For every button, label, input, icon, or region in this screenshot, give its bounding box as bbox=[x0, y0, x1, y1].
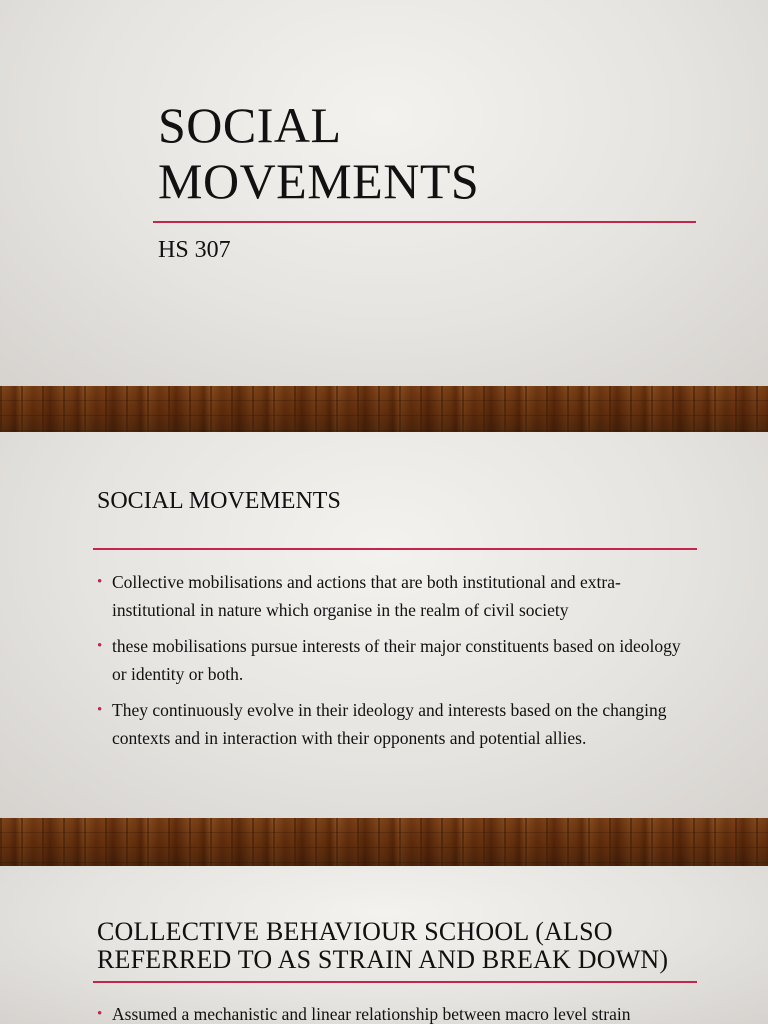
course-code: HS 307 bbox=[158, 237, 231, 263]
bullet-item: • these mobilisations pursue interests of their major constituents based on ideology or identity or both. bbox=[97, 632, 687, 688]
slide-definition bbox=[0, 432, 768, 818]
bullet-list bbox=[97, 1000, 687, 1024]
heading-divider bbox=[93, 981, 697, 983]
bullet-list bbox=[97, 568, 687, 760]
wood-floor-divider bbox=[0, 818, 768, 866]
title-divider bbox=[153, 221, 696, 223]
slide-heading bbox=[97, 918, 717, 974]
wood-floor-divider bbox=[0, 386, 768, 432]
slide-title bbox=[0, 0, 768, 386]
bullet-item: • Collective mobilisations and actions that are both institutional and extra-institutional in nature which organise in the realm of civil society bbox=[97, 568, 687, 624]
title-line-2: MOVEMENTS bbox=[158, 153, 480, 209]
heading-divider bbox=[93, 548, 697, 550]
slide-collective-behaviour bbox=[0, 866, 768, 1024]
heading-line-2: REFERRED TO AS STRAIN AND BREAK DOWN) bbox=[97, 945, 669, 974]
bullet-item: • Assumed a mechanistic and linear relationship between macro level strain bbox=[97, 1000, 687, 1024]
bullet-item: • They continuously evolve in their ideology and interests based on the changing contexts and in interaction with their opponents and potential allies. bbox=[97, 696, 687, 752]
slide-title-heading bbox=[158, 97, 698, 209]
heading-line-1: COLLECTIVE BEHAVIOUR SCHOOL (ALSO bbox=[97, 917, 613, 946]
slide-heading: SOCIAL MOVEMENTS bbox=[97, 488, 341, 514]
title-line-1: SOCIAL bbox=[158, 97, 342, 153]
